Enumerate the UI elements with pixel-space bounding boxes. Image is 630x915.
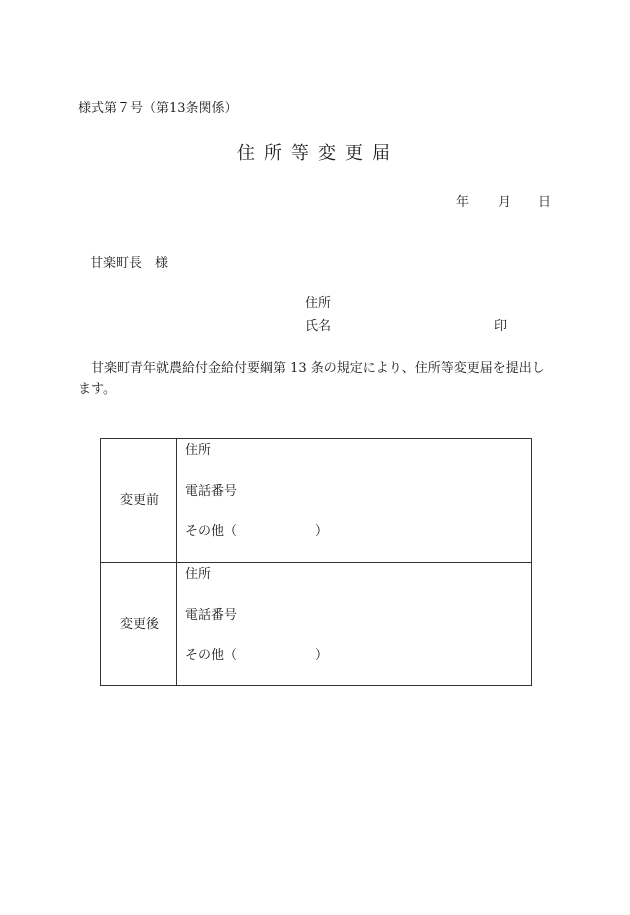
row-header-cell <box>101 439 177 562</box>
before-phone-label: 電話番号 <box>185 484 238 499</box>
table-row-before <box>101 439 531 563</box>
form-number: 様式第７号（第13条関係） <box>78 101 238 116</box>
date-month-label: 月 <box>498 195 512 210</box>
date-year-label: 年 <box>456 195 470 210</box>
applicant-address-label: 住所 <box>305 296 332 311</box>
after-other-label: その他（ ） <box>185 648 329 663</box>
seal-label: 印 <box>494 319 508 334</box>
applicant-name-label: 氏名 <box>305 319 332 334</box>
table-row-after <box>101 563 531 686</box>
body-paragraph: 甘楽町青年就農給付金給付要綱第 13 条の規定により、住所等変更届を提出します。 <box>78 361 545 397</box>
after-phone-label: 電話番号 <box>185 608 238 623</box>
change-table <box>100 438 532 686</box>
date-day-label: 日 <box>538 195 552 210</box>
row-header-cell <box>101 563 177 686</box>
row-header-after: 変更後 <box>120 617 160 632</box>
row-header-before: 変更前 <box>120 493 160 508</box>
document-title: 住所等変更届 <box>237 143 399 164</box>
before-other-label: その他（ ） <box>185 524 329 539</box>
after-address-label: 住所 <box>185 567 212 582</box>
before-address-label: 住所 <box>185 443 212 458</box>
recipient: 甘楽町長 様 <box>90 256 169 271</box>
